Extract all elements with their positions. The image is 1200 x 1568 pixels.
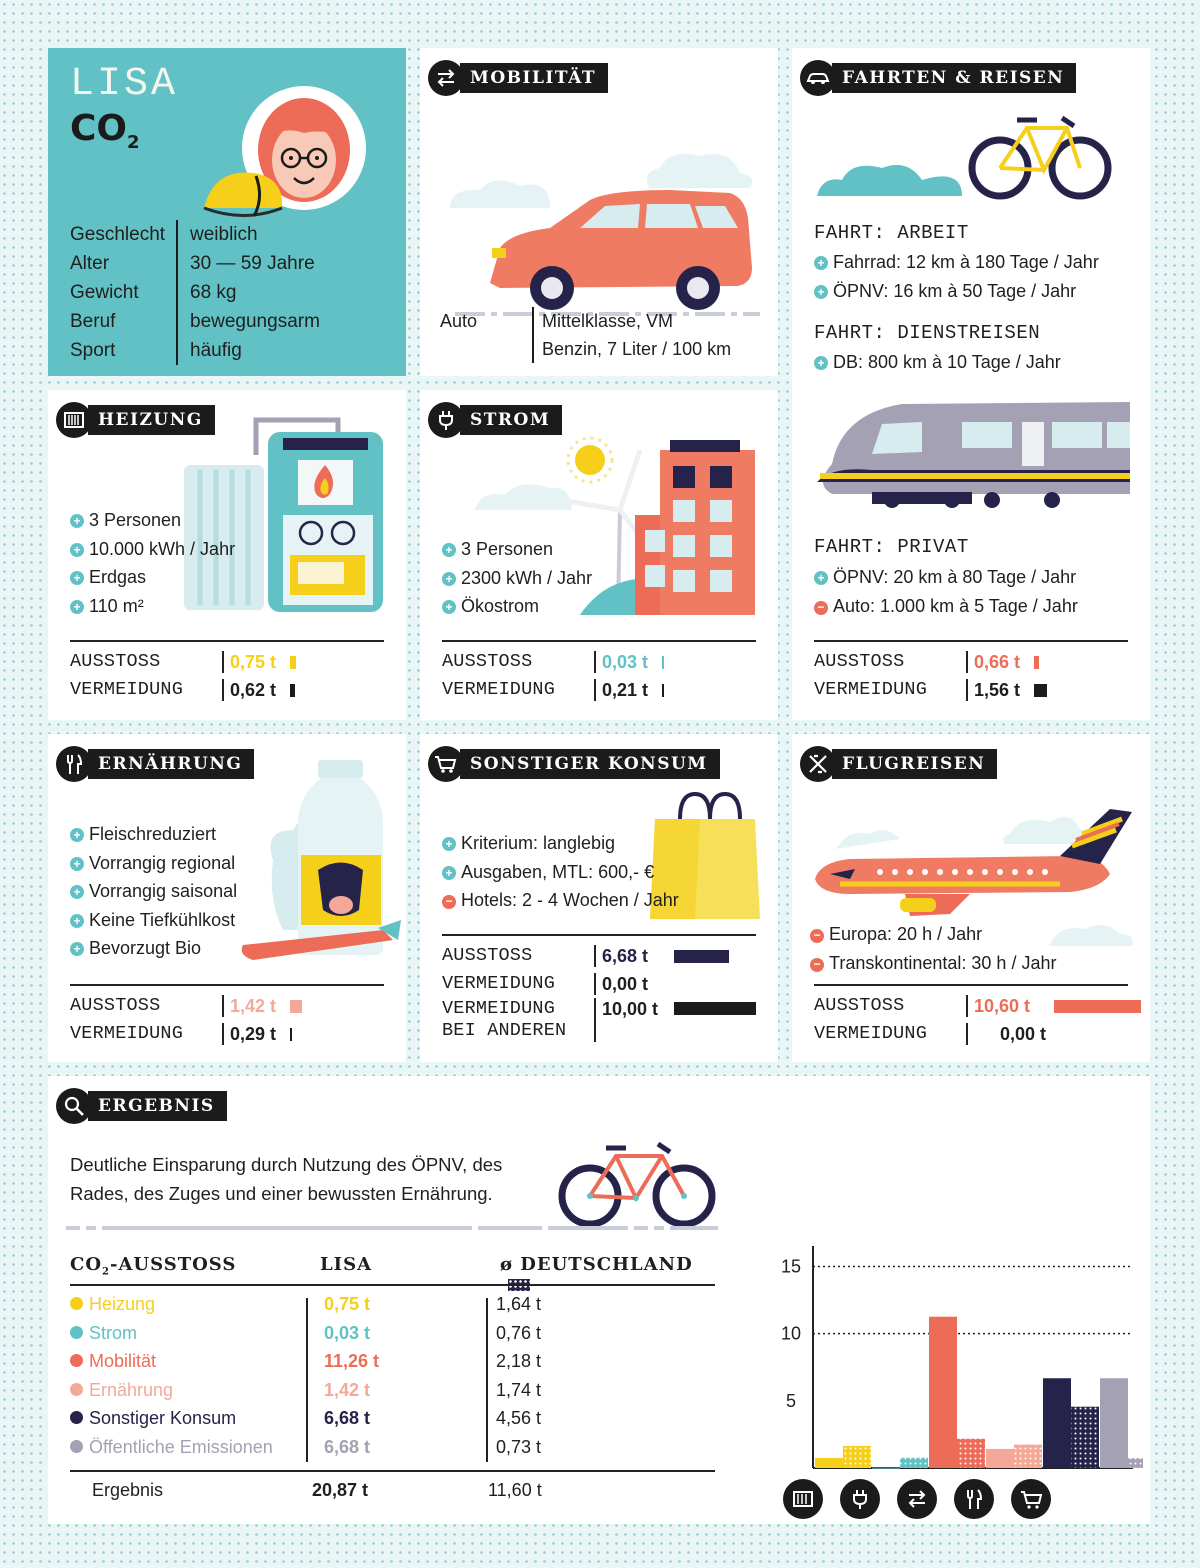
vermeidung-row [814,1020,1141,1048]
table-total-row [70,1480,750,1508]
avatar-illustration [194,78,394,238]
bar-deutschland [1071,1407,1099,1468]
bar-lisa [1100,1378,1128,1468]
list-item-text: ÖPNV: 16 km à 50 Tage / Jahr [833,280,1077,301]
result-table [70,1254,715,1514]
vermeidung-value: 1,56 t [974,680,1021,700]
plus-icon: + [442,600,456,614]
list-item [70,563,235,592]
co2-subscript: 2 [127,132,140,154]
dashed-road [66,1224,718,1232]
ergebnis-text [70,1150,502,1208]
strom-title: STROM [460,405,562,435]
list-item [814,592,1078,621]
table-row [70,1437,750,1465]
car-icon [800,60,836,96]
plus-icon: + [814,571,828,585]
list-item [814,277,1099,306]
vermeidung-value: 0,29 t [230,1024,277,1044]
vermeidung-bar [662,684,664,697]
divider [442,934,756,936]
divider [814,984,1128,986]
result-bar-chart [743,1236,1143,1521]
bar-deutschland [900,1458,928,1468]
shopping-cart-icon [1011,1479,1051,1519]
list-item [442,829,679,858]
row-label-cell [70,1408,236,1429]
col-header-co2 [70,1254,236,1278]
legend-dot [70,1440,83,1453]
ausstoss-bar [674,950,729,963]
profile-table [70,220,320,365]
milk-carrot-illustration [233,750,403,960]
vermeidung-value: 0,21 t [602,680,649,700]
bar-deutschland [843,1446,871,1468]
text-line: Deutliche Einsparung durch Nutzung des ÖPNV, des [70,1154,503,1175]
divider [814,640,1128,642]
separator [594,679,596,701]
ausstoss-row [814,992,1141,1020]
fork-knife-icon [56,746,92,782]
vermeidung-bar [290,684,295,697]
y-tick-label: 15 [780,1256,802,1277]
bar-lisa [929,1317,957,1468]
fahrten-privat-list [814,563,1078,620]
bar-deutschland [1014,1445,1042,1468]
list-item [70,877,237,906]
flug-emissions [814,992,1141,1048]
ausstoss-label: AUSSTOSS [442,651,533,672]
vermeidung-label: VERMEIDUNG [814,679,928,700]
ausstoss-label: AUSSTOSS [442,945,533,966]
list-item [810,920,1056,949]
vermeidung-row [70,1020,302,1048]
fahrten-arbeit-title: FAHRT: ARBEIT [814,222,969,244]
strom-emissions [442,648,664,704]
profile-name: LISA [70,62,179,107]
profile-label: Alter [70,249,178,278]
separator [966,651,968,673]
profile-value: 68 kg [190,282,237,303]
list-item-text: Europa: 20 h / Jahr [829,924,983,944]
row-de: 0,73 t [496,1437,542,1457]
ernaehrung-header [56,746,254,782]
row-label-cell [70,1294,155,1315]
table-row [70,1380,750,1408]
ausstoss-row [442,648,664,676]
ernaehrung-title: ERNÄHRUNG [88,749,254,779]
ergebnis-title: ERGEBNIS [88,1091,227,1121]
list-item [442,564,592,593]
plug-icon [428,402,464,438]
ausstoss-row [70,992,302,1020]
ausstoss-value: 10,60 t [974,996,1031,1016]
profile-label: Beruf [70,307,178,336]
profile-value: 30 — 59 Jahre [190,253,315,274]
vermeidung-value: 0,00 t [999,1024,1046,1044]
table-rule [70,1284,715,1286]
list-item [442,592,592,621]
legend-dot [70,1297,83,1310]
profile-row [70,249,320,278]
row-label-cell [70,1437,273,1458]
ausstoss-value: 6,68 t [602,946,649,966]
label-line: BEI ANDEREN [442,1020,567,1041]
plus-icon: + [70,600,84,614]
plus-icon: + [70,543,84,557]
list-item-text: Vorrangig regional [89,852,236,873]
vermeidung-value: 0,62 t [230,680,277,700]
vermeidung-row [442,970,756,998]
plus-icon: + [814,356,828,370]
fahrten-header [800,60,1076,96]
list-item [810,949,1056,978]
bicycle-illustration [812,108,1142,204]
ernaehrung-emissions [70,992,302,1048]
plus-icon: + [442,572,456,586]
fahrten-dienst-title: FAHRT: DIENSTREISEN [814,322,1041,344]
col-header-text: CO [70,1254,103,1275]
list-item [814,563,1078,592]
bar-lisa [872,1468,900,1469]
table-rule [70,1470,715,1472]
separator [966,995,968,1017]
total-de: 11,60 t [488,1480,542,1500]
y-tick-label: 5 [785,1390,797,1411]
profile-row [70,336,320,365]
row-label: Heizung [89,1294,156,1314]
row-de: 1,64 t [496,1294,542,1314]
fahrten-emissions [814,648,1047,704]
ausstoss-label: AUSSTOSS [814,651,905,672]
divider [70,640,384,642]
y-tick-label: 10 [780,1323,802,1344]
col-header-deutschland [500,1254,715,1296]
vermeidung-bar [1034,684,1047,697]
ausstoss-bar [662,656,664,669]
text-line: Rades, des Zuges und einer bewussten Ernährung. [70,1183,493,1204]
mobilitaet-card [420,48,778,376]
separator [594,651,596,673]
flug-title: FLUGREISEN [832,749,997,779]
vermeidung-andere-row [442,998,756,1044]
row-de: 4,56 t [496,1408,542,1429]
ausstoss-value: 0,75 t [230,652,277,672]
list-item-text: Fleischreduziert [89,824,217,844]
minus-icon: − [814,601,828,615]
list-item-text: Erdgas [89,567,147,587]
ausstoss-bar [1054,1000,1141,1013]
mobilitaet-header [428,60,608,96]
ausstoss-label: AUSSTOSS [814,995,905,1016]
arrows-exchange-icon [897,1479,937,1519]
row-de: 0,76 t [496,1322,542,1343]
profile-value: weiblich [190,224,258,245]
konsum-title: SONSTIGER KONSUM [460,749,720,779]
radiator-icon [56,402,92,438]
list-item-text: Hotels: 2 - 4 Wochen / Jahr [461,890,679,910]
list-item [70,849,237,878]
row-label: Strom [89,1322,138,1343]
mobilitaet-details [532,307,731,363]
row-label: Öffentliche Emissionen [89,1437,273,1457]
strom-list [442,535,592,621]
list-item [442,858,679,887]
list-item [70,820,237,849]
list-item [70,535,235,564]
vermeidung-andere-bar [674,1002,756,1015]
plus-icon: + [70,857,84,871]
total-lisa: 20,87 t [312,1480,369,1500]
ausstoss-bar [290,656,296,669]
ausstoss-bar [290,1000,302,1013]
table-row [70,1351,750,1379]
profile-label: Geschlecht [70,220,178,249]
plus-icon: + [442,837,456,851]
table-row [70,1323,750,1351]
separator [594,973,596,995]
list-item [70,906,237,935]
plug-icon [840,1479,880,1519]
list-item-text: 10.000 kWh / Jahr [89,538,236,559]
col-header-sub: 2 [102,1266,110,1278]
separator [222,651,224,673]
row-lisa: 0,75 t [324,1294,371,1314]
label-line: VERMEIDUNG [442,998,556,1019]
plus-icon: + [814,285,828,299]
legend-dot [70,1383,83,1396]
ausstoss-row [70,648,296,676]
list-item [442,886,679,915]
minus-icon: − [442,895,456,909]
row-label: Mobilität [89,1351,157,1372]
row-lisa: 11,26 t [324,1351,380,1372]
ernaehrung-card [48,734,406,1062]
vermeidung-row [814,676,1047,704]
list-item-text: 110 m² [89,595,144,616]
radiator-icon [783,1479,823,1519]
mobilitaet-info [440,307,731,363]
row-lisa: 6,68 t [324,1408,371,1429]
row-label-cell [70,1380,173,1401]
bicycle-illustration [558,1134,718,1234]
plus-icon: + [814,256,828,270]
fahrten-privat-title: FAHRT: PRIVAT [814,536,969,558]
divider [442,640,756,642]
vermeidung-label: VERMEIDUNG [442,679,556,700]
mobilitaet-title: MOBILITÄT [460,63,608,93]
list-item-text: Auto: 1.000 km à 5 Tage / Jahr [833,595,1078,616]
plus-icon: + [70,828,84,842]
vermeidung-row [442,676,664,704]
ausstoss-value: 0,03 t [602,652,649,672]
ergebnis-card [48,1076,1150,1524]
list-item [814,248,1099,277]
legend-dot [70,1354,83,1367]
legend-dot [70,1411,83,1424]
minus-icon: − [810,958,824,972]
plus-icon: + [70,885,84,899]
mobilitaet-line1: Mittelklasse, VM [542,311,674,331]
flug-header [800,746,997,782]
vermeidung-row [70,676,296,704]
mobilitaet-label: Auto [440,311,478,331]
train-illustration [812,394,1132,510]
flug-card [792,734,1150,1062]
row-de: 1,74 t [496,1379,542,1400]
fahrten-arbeit-list [814,248,1099,305]
row-de: 2,18 t [496,1351,542,1372]
airplane-icon [800,746,836,782]
ernaehrung-list [70,820,237,963]
separator [222,679,224,701]
list-item-text: Ökostrom [461,596,540,616]
arrows-exchange-icon [428,60,464,96]
list-item-text: Keine Tiefkühlkost [89,909,236,930]
konsum-header [428,746,720,782]
heizung-card [48,390,406,720]
separator [222,1023,224,1045]
separator [222,995,224,1017]
vermeidung-label: VERMEIDUNG [814,1023,928,1044]
ergebnis-header [56,1088,227,1124]
fork-knife-icon [954,1479,994,1519]
co2-label: CO [70,108,128,149]
legend-dot [70,1326,83,1339]
list-item [442,535,592,564]
list-item-text: ÖPNV: 20 km à 80 Tage / Jahr [833,567,1077,587]
list-item [70,934,237,963]
row-lisa: 6,68 t [324,1437,371,1457]
list-item-text: Bevorzugt Bio [89,938,202,958]
vermeidung-label: VERMEIDUNG [70,1023,184,1044]
heizung-list [70,506,235,620]
plus-icon: + [70,942,84,956]
magnifier-icon [56,1088,92,1124]
vermeidung-label: VERMEIDUNG [442,973,556,994]
profile-label: Sport [70,336,178,365]
separator [966,679,968,701]
plus-icon: + [70,514,84,528]
list-item-text: 3 Personen [461,539,554,559]
col-header-text: ø DEUTSCHLAND [500,1254,693,1275]
separator [594,998,596,1042]
list-item-text: 2300 kWh / Jahr [461,567,593,588]
ausstoss-row [442,942,756,970]
divider [70,984,384,986]
separator [966,1023,968,1045]
konsum-emissions [442,942,756,1044]
heizung-title: HEIZUNG [88,405,215,435]
row-label-cell [70,1351,156,1372]
strom-card [420,390,778,720]
row-label: Ernährung [89,1379,174,1400]
bar-deutschland [957,1439,985,1468]
separator [594,945,596,967]
vermeidung-andere-label [442,998,594,1042]
plus-icon: + [442,866,456,880]
flug-list [810,920,1056,977]
col-header-text: -AUSSTOSS [109,1254,237,1275]
profile-row [70,278,320,307]
ausstoss-bar [1034,656,1039,669]
list-item-text: Vorrangig saisonal [89,881,238,901]
vermeidung-value: 0,00 t [602,974,649,994]
vermeidung-andere-value: 10,00 t [602,999,659,1019]
list-item-text: Kriterium: langlebig [461,833,616,853]
profile-card [48,48,406,376]
row-label-cell [70,1323,137,1344]
bar-deutschland [1128,1458,1143,1468]
bar-lisa [815,1458,843,1468]
plus-icon: + [70,914,84,928]
plus-icon: + [70,571,84,585]
mobilitaet-line2: Benzin, 7 Liter / 100 km [542,339,732,359]
list-item-text: 3 Personen [89,510,182,530]
list-item-text: Fahrrad: 12 km à 180 Tage / Jahr [833,252,1099,272]
table-row [70,1408,750,1436]
profile-value: häufig [190,340,242,361]
row-lisa: 0,03 t [324,1322,371,1343]
konsum-card [420,734,778,1062]
ausstoss-value: 1,42 t [230,996,277,1016]
total-label: Ergebnis [92,1480,164,1500]
ausstoss-label: AUSSTOSS [70,651,161,672]
table-row [70,1294,750,1322]
list-item [814,348,1061,377]
row-lisa: 1,42 t [324,1379,371,1400]
bar-lisa [986,1449,1014,1468]
shopping-cart-icon [428,746,464,782]
profile-co2 [70,108,140,153]
list-item-text: Transkontinental: 30 h / Jahr [829,952,1057,973]
vermeidung-bar [290,1028,292,1041]
list-item [70,592,235,621]
col-header-lisa: LISA [320,1254,373,1275]
bar-lisa [1043,1378,1071,1468]
fahrten-card [792,48,1150,720]
minus-icon: − [810,929,824,943]
list-item-text: DB: 800 km à 10 Tage / Jahr [833,352,1061,372]
ausstoss-row [814,648,1047,676]
plus-icon: + [442,543,456,557]
profile-value: bewegungsarm [190,311,320,332]
fahrten-title: FAHRTEN & REISEN [832,63,1076,93]
heizung-emissions [70,648,296,704]
ausstoss-label: AUSSTOSS [70,995,161,1016]
ausstoss-value: 0,66 t [974,652,1021,672]
list-item [70,506,235,535]
konsum-list [442,829,679,915]
profile-row [70,220,320,249]
row-label: Sonstiger Konsum [89,1408,237,1429]
fahrten-dienst-list [814,348,1061,377]
profile-label: Gewicht [70,278,178,307]
list-item-text: Ausgaben, MTL: 600,- € [461,861,655,882]
vermeidung-label: VERMEIDUNG [70,679,184,700]
profile-row [70,307,320,336]
